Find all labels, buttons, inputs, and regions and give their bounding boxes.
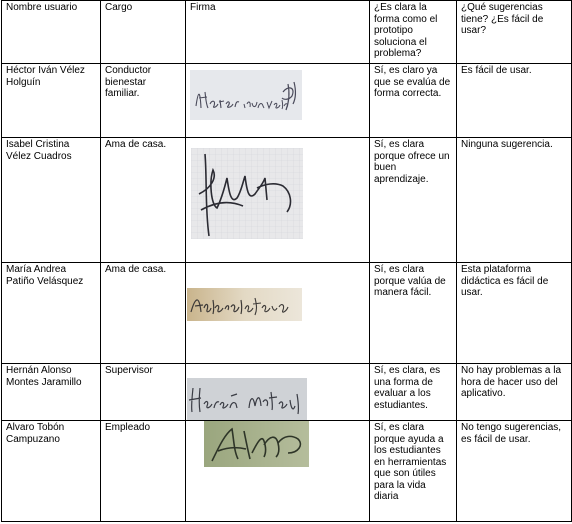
suggestion-answer: Es fácil de usar. xyxy=(457,64,572,138)
clarity-answer: Sí, es clara porque valúa de manera fácil. xyxy=(370,263,457,364)
clarity-answer: Sí, es clara porque ofrece un buen aprendizaje. xyxy=(370,138,457,263)
header-clarity: ¿Es clara la forma como el prototipo soluciona el problema? xyxy=(370,1,457,64)
signature-image-hector xyxy=(190,70,302,120)
clarity-answer: Sí, es claro ya que se evalúa de forma correcta. xyxy=(370,64,457,138)
user-role: Supervisor xyxy=(101,364,186,421)
clarity-answer: Sí, es clara porque ayuda a los estudiantes en herramientas que son útiles para la vida diaria xyxy=(370,421,457,522)
user-name: Alvaro Tobón Campuzano xyxy=(2,421,101,522)
user-role: Empleado xyxy=(101,421,186,522)
signature-image-isabel xyxy=(191,148,303,239)
user-role: Ama de casa. xyxy=(101,138,186,263)
user-name: María Andrea Patiño Velásquez xyxy=(2,263,101,364)
user-name: Héctor Iván Vélez Holguín xyxy=(2,64,101,138)
user-role: Conductor bienestar familiar. xyxy=(101,64,186,138)
user-role: Ama de casa. xyxy=(101,263,186,364)
header-suggestions: ¿Qué sugerencias tiene? ¿Es fácil de usar? xyxy=(457,1,572,64)
clarity-answer: Sí, es clara, es una forma de evaluar a los estudiantes. xyxy=(370,364,457,421)
suggestion-answer: Esta plataforma didáctica es fácil de usar. xyxy=(457,263,572,364)
header-name: Nombre usuario xyxy=(2,1,101,64)
suggestion-answer: Ninguna sugerencia. xyxy=(457,138,572,263)
user-name: Hernán Alonso Montes Jaramillo xyxy=(2,364,101,421)
signature-image-andrea xyxy=(187,288,302,321)
user-name: Isabel Cristina Vélez Cuadros xyxy=(2,138,101,263)
signature-image-hernan xyxy=(187,378,307,420)
signature-image-alvaro xyxy=(204,421,309,467)
header-role: Cargo xyxy=(101,1,186,64)
header-row xyxy=(2,1,572,64)
header-signature: Firma xyxy=(186,1,370,64)
suggestion-answer: No tengo sugerencias, es fácil de usar. xyxy=(457,421,572,522)
suggestion-answer: No hay problemas a la hora de hacer uso del aplicativo. xyxy=(457,364,572,421)
